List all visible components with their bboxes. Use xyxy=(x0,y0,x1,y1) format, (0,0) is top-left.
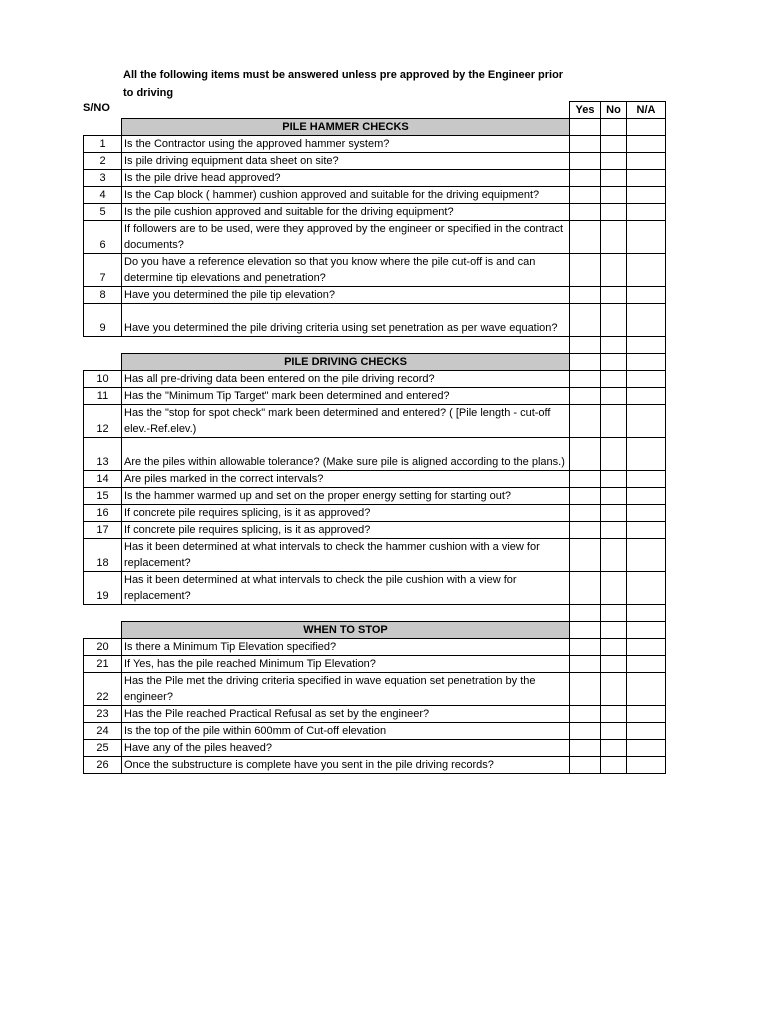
item-question: Are piles marked in the correct intervals? xyxy=(122,471,570,488)
table-row xyxy=(84,136,666,153)
yes-cell[interactable] xyxy=(570,337,601,354)
item-number: 8 xyxy=(84,287,122,304)
item-question: If followers are to be used, were they approved by the engineer or specified in the contract documents? xyxy=(122,221,570,254)
yes-cell[interactable] xyxy=(570,757,601,774)
no-cell[interactable] xyxy=(601,622,627,639)
na-cell[interactable] xyxy=(627,505,666,522)
spacer-row xyxy=(84,337,666,354)
yes-cell[interactable] xyxy=(570,204,601,221)
item-question: Is the pile drive head approved? xyxy=(122,170,570,187)
yes-cell[interactable] xyxy=(570,119,601,136)
table-row xyxy=(84,572,666,605)
section-header-row xyxy=(84,354,666,371)
yes-cell[interactable] xyxy=(570,304,601,337)
yes-column-header: Yes xyxy=(570,102,601,119)
yes-cell[interactable] xyxy=(570,639,601,656)
no-cell[interactable] xyxy=(601,757,627,774)
na-cell[interactable] xyxy=(627,170,666,187)
na-cell[interactable] xyxy=(627,723,666,740)
na-cell[interactable] xyxy=(627,622,666,639)
item-number: 12 xyxy=(84,405,122,438)
na-cell[interactable] xyxy=(627,488,666,505)
no-cell[interactable] xyxy=(601,371,627,388)
item-question: If concrete pile requires splicing, is it as approved? xyxy=(122,505,570,522)
item-question: Is the pile cushion approved and suitable for the driving equipment? xyxy=(122,204,570,221)
yes-cell[interactable] xyxy=(570,622,601,639)
no-cell[interactable] xyxy=(601,187,627,204)
na-cell[interactable] xyxy=(627,254,666,287)
yes-cell[interactable] xyxy=(570,605,601,622)
na-cell[interactable] xyxy=(627,522,666,539)
item-number: 6 xyxy=(84,221,122,254)
item-question: Is the Cap block ( hammer) cushion approved and suitable for the driving equipment? xyxy=(122,187,570,204)
no-cell[interactable] xyxy=(601,204,627,221)
item-question: Has the "stop for spot check" mark been determined and entered? ( [Pile length - cut-off elev.-Ref.elev.) xyxy=(122,405,570,438)
table-row xyxy=(84,723,666,740)
yes-cell[interactable] xyxy=(570,136,601,153)
na-cell[interactable] xyxy=(627,405,666,438)
no-cell[interactable] xyxy=(601,673,627,706)
table-row xyxy=(84,505,666,522)
table-row xyxy=(84,221,666,254)
item-number: 7 xyxy=(84,254,122,287)
yes-cell[interactable] xyxy=(570,354,601,371)
yes-cell[interactable] xyxy=(570,488,601,505)
item-question: Has the "Minimum Tip Target" mark been determined and entered? xyxy=(122,388,570,405)
item-number: 5 xyxy=(84,204,122,221)
yes-cell[interactable] xyxy=(570,572,601,605)
item-number: 25 xyxy=(84,740,122,757)
item-number: 24 xyxy=(84,723,122,740)
na-cell[interactable] xyxy=(627,354,666,371)
yes-cell[interactable] xyxy=(570,405,601,438)
yes-cell[interactable] xyxy=(570,471,601,488)
item-number: 1 xyxy=(84,136,122,153)
item-number: 20 xyxy=(84,639,122,656)
item-question: Do you have a reference elevation so that you know where the pile cut-off is and can determine tip elevations and penetration? xyxy=(122,254,570,287)
item-question: Is there a Minimum Tip Elevation specified? xyxy=(122,639,570,656)
item-number: 13 xyxy=(84,438,122,471)
na-cell[interactable] xyxy=(627,287,666,304)
item-number: 16 xyxy=(84,505,122,522)
section-title: PILE HAMMER CHECKS xyxy=(122,119,570,136)
yes-cell[interactable] xyxy=(570,522,601,539)
na-cell[interactable] xyxy=(627,136,666,153)
no-cell[interactable] xyxy=(601,405,627,438)
table-row xyxy=(84,287,666,304)
yes-cell[interactable] xyxy=(570,221,601,254)
item-question: If Yes, has the pile reached Minimum Tip Elevation? xyxy=(122,656,570,673)
no-cell[interactable] xyxy=(601,438,627,471)
na-cell[interactable] xyxy=(627,388,666,405)
na-cell[interactable] xyxy=(627,639,666,656)
item-question: Is the top of the pile within 600mm of Cut-off elevation xyxy=(122,723,570,740)
item-question: Has it been determined at what intervals to check the hammer cushion with a view for replacement? xyxy=(122,539,570,572)
no-cell[interactable] xyxy=(601,605,627,622)
header-row xyxy=(84,102,666,119)
yes-cell[interactable] xyxy=(570,539,601,572)
no-cell[interactable] xyxy=(601,254,627,287)
no-column-header: No xyxy=(601,102,627,119)
item-number: 14 xyxy=(84,471,122,488)
table-row xyxy=(84,254,666,287)
na-cell[interactable] xyxy=(627,673,666,706)
na-cell[interactable] xyxy=(627,337,666,354)
item-number: 15 xyxy=(84,488,122,505)
item-question: If concrete pile requires splicing, is it as approved? xyxy=(122,522,570,539)
na-cell[interactable] xyxy=(627,706,666,723)
no-cell[interactable] xyxy=(601,723,627,740)
item-number: 2 xyxy=(84,153,122,170)
na-cell[interactable] xyxy=(627,221,666,254)
item-number: 23 xyxy=(84,706,122,723)
item-question: Are the piles within allowable tolerance? (Make sure pile is aligned according to the plans.) xyxy=(122,438,570,471)
item-number: 10 xyxy=(84,371,122,388)
no-cell[interactable] xyxy=(601,136,627,153)
na-cell[interactable] xyxy=(627,204,666,221)
table-row xyxy=(84,471,666,488)
yes-cell[interactable] xyxy=(570,740,601,757)
table-row xyxy=(84,539,666,572)
na-cell[interactable] xyxy=(627,438,666,471)
item-question: Have you determined the pile driving criteria using set penetration as per wave equation? xyxy=(122,304,570,337)
instructions-line-1: All the following items must be answered unless pre approved by the Engineer prior xyxy=(123,69,564,81)
item-question: Have you determined the pile tip elevation? xyxy=(122,287,570,304)
na-cell[interactable] xyxy=(627,187,666,204)
table-row xyxy=(84,170,666,187)
yes-cell[interactable] xyxy=(570,505,601,522)
yes-cell[interactable] xyxy=(570,371,601,388)
table-row xyxy=(84,706,666,723)
item-question: Is the hammer warmed up and set on the proper energy setting for starting out? xyxy=(122,488,570,505)
no-cell[interactable] xyxy=(601,488,627,505)
item-number: 19 xyxy=(84,572,122,605)
yes-cell[interactable] xyxy=(570,287,601,304)
yes-cell[interactable] xyxy=(570,388,601,405)
yes-cell[interactable] xyxy=(570,656,601,673)
yes-cell[interactable] xyxy=(570,723,601,740)
table-row xyxy=(84,204,666,221)
instructions-line-2: to driving xyxy=(123,87,174,99)
no-cell[interactable] xyxy=(601,388,627,405)
no-cell[interactable] xyxy=(601,539,627,572)
table-row xyxy=(84,187,666,204)
na-column-header: N/A xyxy=(627,102,666,119)
item-number: 26 xyxy=(84,757,122,774)
no-cell[interactable] xyxy=(601,572,627,605)
item-question: Has the Pile reached Practical Refusal as set by the engineer? xyxy=(122,706,570,723)
yes-cell[interactable] xyxy=(570,153,601,170)
no-cell[interactable] xyxy=(601,170,627,187)
yes-cell[interactable] xyxy=(570,187,601,204)
table-row xyxy=(84,522,666,539)
checklist-table xyxy=(83,101,666,774)
item-number: 18 xyxy=(84,539,122,572)
no-cell[interactable] xyxy=(601,221,627,254)
na-cell[interactable] xyxy=(627,119,666,136)
yes-cell[interactable] xyxy=(570,673,601,706)
spacer-row xyxy=(84,605,666,622)
na-cell[interactable] xyxy=(627,153,666,170)
item-question: Has all pre-driving data been entered on the pile driving record? xyxy=(122,371,570,388)
yes-cell[interactable] xyxy=(570,254,601,287)
no-cell[interactable] xyxy=(601,153,627,170)
yes-cell[interactable] xyxy=(570,706,601,723)
item-question: Has the Pile met the driving criteria specified in wave equation set penetration by the engineer? xyxy=(122,673,570,706)
yes-cell[interactable] xyxy=(570,438,601,471)
na-cell[interactable] xyxy=(627,605,666,622)
table-row xyxy=(84,371,666,388)
table-row xyxy=(84,656,666,673)
no-cell[interactable] xyxy=(601,522,627,539)
item-number: 22 xyxy=(84,673,122,706)
section-title: WHEN TO STOP xyxy=(122,622,570,639)
table-row xyxy=(84,153,666,170)
no-cell[interactable] xyxy=(601,656,627,673)
no-cell[interactable] xyxy=(601,471,627,488)
na-cell[interactable] xyxy=(627,757,666,774)
sno-label: S/NO xyxy=(83,102,110,114)
na-cell[interactable] xyxy=(627,304,666,337)
table-row xyxy=(84,438,666,471)
no-cell[interactable] xyxy=(601,740,627,757)
table-row xyxy=(84,740,666,757)
no-cell[interactable] xyxy=(601,706,627,723)
item-question: Is the Contractor using the approved hammer system? xyxy=(122,136,570,153)
item-number: 21 xyxy=(84,656,122,673)
no-cell[interactable] xyxy=(601,304,627,337)
section-title: PILE DRIVING CHECKS xyxy=(122,354,570,371)
yes-cell[interactable] xyxy=(570,170,601,187)
na-cell[interactable] xyxy=(627,572,666,605)
item-number: 4 xyxy=(84,187,122,204)
table-row xyxy=(84,304,666,337)
na-cell[interactable] xyxy=(627,740,666,757)
no-cell[interactable] xyxy=(601,354,627,371)
no-cell[interactable] xyxy=(601,337,627,354)
instructions xyxy=(123,66,573,102)
table-row xyxy=(84,405,666,438)
item-question: Has it been determined at what intervals to check the pile cushion with a view for replacement? xyxy=(122,572,570,605)
table-row xyxy=(84,488,666,505)
na-cell[interactable] xyxy=(627,471,666,488)
section-header-row xyxy=(84,622,666,639)
na-cell[interactable] xyxy=(627,656,666,673)
table-row xyxy=(84,673,666,706)
no-cell[interactable] xyxy=(601,505,627,522)
no-cell[interactable] xyxy=(601,287,627,304)
item-question: Once the substructure is complete have you sent in the pile driving records? xyxy=(122,757,570,774)
table-row xyxy=(84,639,666,656)
na-cell[interactable] xyxy=(627,371,666,388)
item-number: 3 xyxy=(84,170,122,187)
item-number: 9 xyxy=(84,304,122,337)
table-row xyxy=(84,388,666,405)
item-number: 17 xyxy=(84,522,122,539)
item-number: 11 xyxy=(84,388,122,405)
no-cell[interactable] xyxy=(601,639,627,656)
table-row xyxy=(84,757,666,774)
section-header-row xyxy=(84,119,666,136)
no-cell[interactable] xyxy=(601,119,627,136)
item-question: Have any of the piles heaved? xyxy=(122,740,570,757)
item-question: Is pile driving equipment data sheet on site? xyxy=(122,153,570,170)
na-cell[interactable] xyxy=(627,539,666,572)
